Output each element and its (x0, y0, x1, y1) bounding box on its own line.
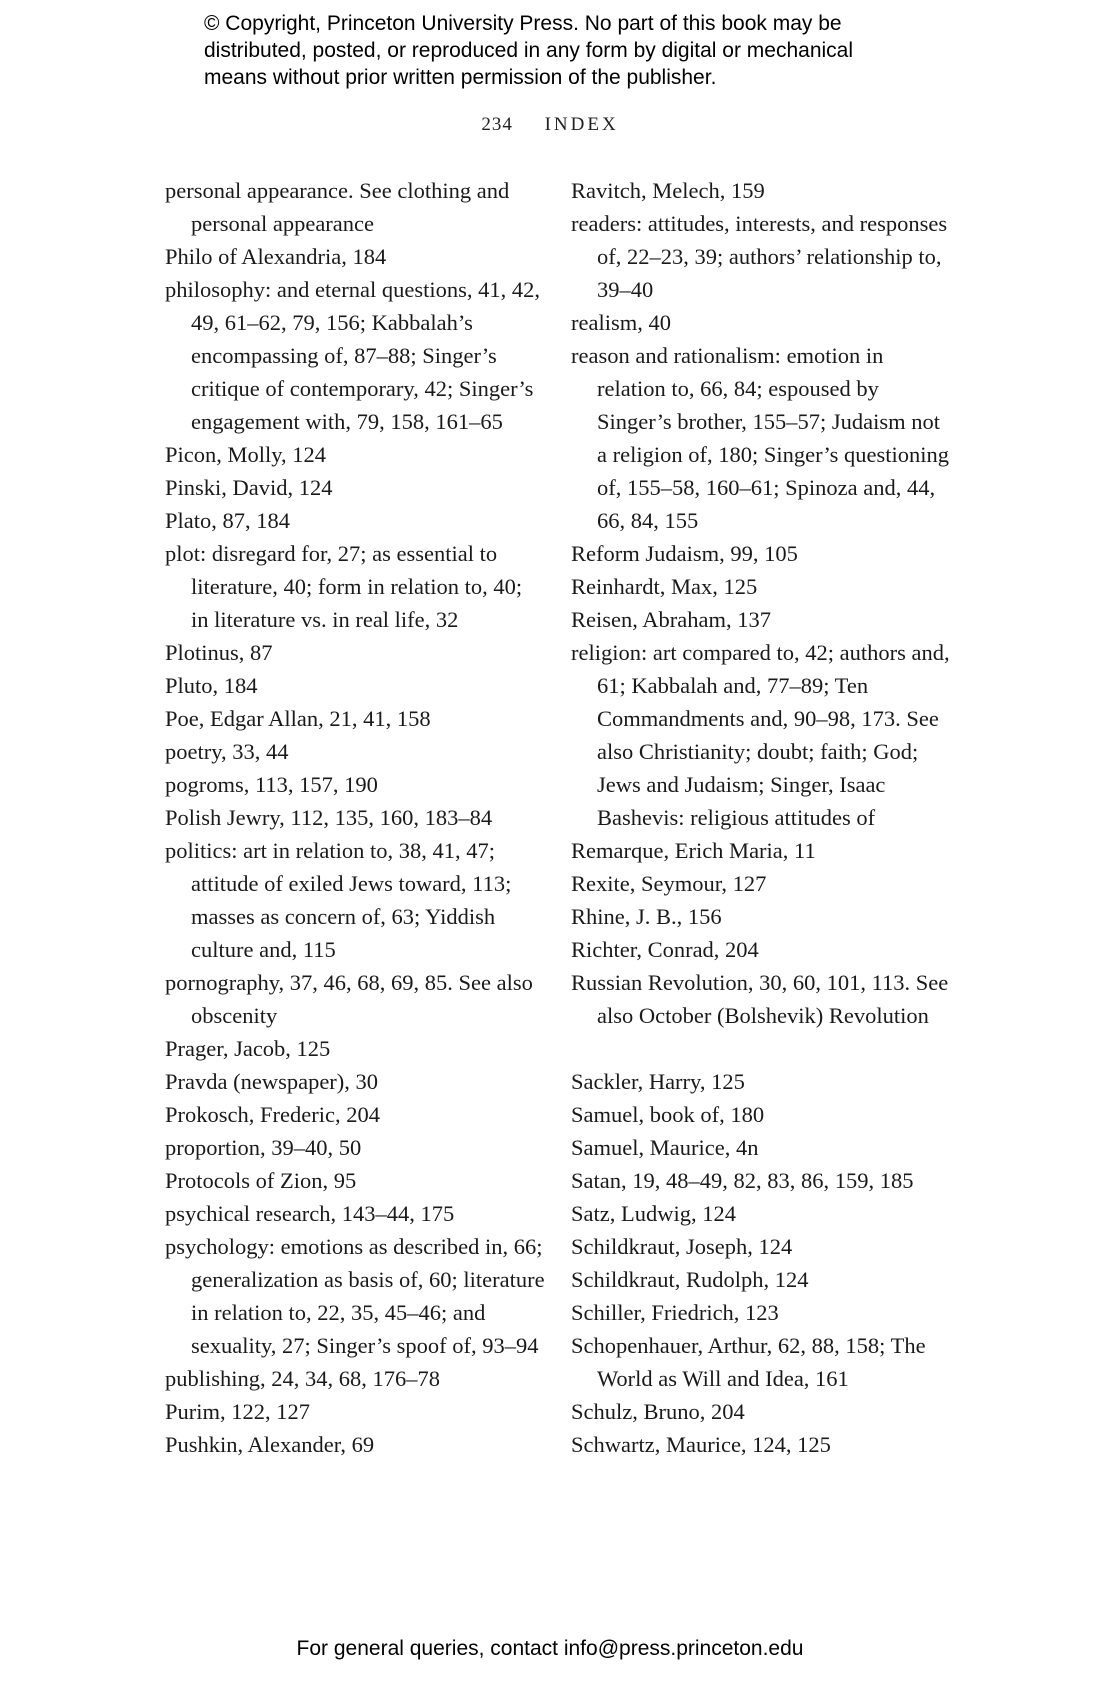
index-entry: personal appearance. See clothing and personal appearance (165, 178, 510, 236)
index-entry: readers: attitudes, interests, and responses of, 22–23, 39; authors’ relationship to, 39–40 (571, 211, 948, 302)
copyright-line: distributed, posted, or reproduced in any form by digital or mechanical (204, 39, 854, 62)
index-entry: Ravitch, Melech, 159 (571, 178, 765, 203)
page-number: 234 (481, 114, 513, 135)
index-entry: Sackler, Harry, 125 (571, 1069, 745, 1094)
copyright-notice (204, 10, 964, 91)
index-entry: Pluto, 184 (165, 673, 258, 698)
index-entry: publishing, 24, 34, 68, 176–78 (165, 1366, 441, 1391)
index-entry: psychical research, 143–44, 175 (165, 1201, 455, 1226)
copyright-line: means without prior written permission of the publisher. (204, 66, 717, 89)
index-entry: pornography, 37, 46, 68, 69, 85. See also obscenity (165, 970, 533, 1028)
index-entry: realism, 40 (571, 310, 671, 335)
index-entry: Purim, 122, 127 (165, 1399, 311, 1424)
index-entry: Samuel, Maurice, 4n (571, 1135, 759, 1160)
index-entry: Prager, Jacob, 125 (165, 1036, 331, 1061)
running-head (0, 114, 1100, 136)
index-entry: Satz, Ludwig, 124 (571, 1201, 736, 1226)
index-entry: Plato, 87, 184 (165, 508, 291, 533)
copyright-line: © Copyright, Princeton University Press. No part of this book may be (204, 12, 842, 35)
index-entry: Schopenhauer, Arthur, 62, 88, 158; The World as Will and Idea, 161 (571, 1333, 926, 1391)
index-entry: religion: art compared to, 42; authors and, 61; Kabbalah and, 77–89; Ten Commandments and, 90–98, 173. See also Christianity; doubt; faith; God; Jews and Judaism; Singer, Isaac Bashevis: religious attitudes of (571, 640, 950, 830)
index-entry: Pravda (newspaper), 30 (165, 1069, 379, 1094)
index-entry: Pushkin, Alexander, 69 (165, 1432, 375, 1457)
footer-contact: For general queries, contact info@press.princeton.edu (296, 1637, 804, 1660)
index-entry: Russian Revolution, 30, 60, 101, 113. See also October (Bolshevik) Revolution (571, 970, 949, 1028)
index-entry: Samuel, book of, 180 (571, 1102, 765, 1127)
index-entry: Rhine, J. B., 156 (571, 904, 722, 929)
index-entry: Rexite, Seymour, 127 (571, 871, 767, 896)
index-entry: Remarque, Erich Maria, 11 (571, 838, 816, 863)
index-entry: Polish Jewry, 112, 135, 160, 183–84 (165, 805, 493, 830)
index-entry: Philo of Alexandria, 184 (165, 244, 387, 269)
index-entry: Plotinus, 87 (165, 640, 273, 665)
index-entry: pogroms, 113, 157, 190 (165, 772, 378, 797)
index-entry: reason and rationalism: emotion in relation to, 66, 84; espoused by Singer’s brother, 155–57; Judaism not a religion of, 180; Singer’s questioning of, 155–58, 160–61; Spinoza and, 44, 66, 84, 155 (571, 343, 950, 533)
index-entry: psychology: emotions as described in, 66; generalization as basis of, 60; literature in relation to, 22, 35, 45–46; and sexuality, 27; Singer’s spoof of, 93–94 (165, 1234, 545, 1358)
index-entry: Schildkraut, Rudolph, 124 (571, 1267, 809, 1292)
index-entry: Pinski, David, 124 (165, 475, 333, 500)
index-entry: Poe, Edgar Allan, 21, 41, 158 (165, 706, 431, 731)
index-entry: philosophy: and eternal questions, 41, 42, 49, 61–62, 79, 156; Kabbalah’s encompassing of, 87–88; Singer’s critique of contemporary, 42; Singer’s engagement with, 79, 158, 161–65 (165, 277, 540, 434)
index-entry: Satan, 19, 48–49, 82, 83, 86, 159, 185 (571, 1168, 914, 1193)
section-title: INDEX (544, 114, 619, 135)
index-entry: Reisen, Abraham, 137 (571, 607, 771, 632)
index-entry: Richter, Conrad, 204 (571, 937, 759, 962)
index-entry: Schiller, Friedrich, 123 (571, 1300, 779, 1325)
index-entry: Picon, Molly, 124 (165, 442, 327, 467)
index-column-left (165, 174, 545, 1461)
index-entry: Schildkraut, Joseph, 124 (571, 1234, 793, 1259)
index-entry: poetry, 33, 44 (165, 739, 289, 764)
index-entry: Protocols of Zion, 95 (165, 1168, 357, 1193)
index-column-right (571, 174, 951, 1461)
index-entry: Reform Judaism, 99, 105 (571, 541, 798, 566)
index-entry: Reinhardt, Max, 125 (571, 574, 758, 599)
index-entry: Prokosch, Frederic, 204 (165, 1102, 380, 1127)
index-entry: proportion, 39–40, 50 (165, 1135, 362, 1160)
index-entry: plot: disregard for, 27; as essential to literature, 40; form in relation to, 40; in literature vs. in real life, 32 (165, 541, 523, 632)
index-entry: politics: art in relation to, 38, 41, 47; attitude of exiled Jews toward, 113; masses as concern of, 63; Yiddish culture and, 115 (165, 838, 512, 962)
index-entry: Schwartz, Maurice, 124, 125 (571, 1432, 831, 1457)
index-entry: Schulz, Bruno, 204 (571, 1399, 745, 1424)
